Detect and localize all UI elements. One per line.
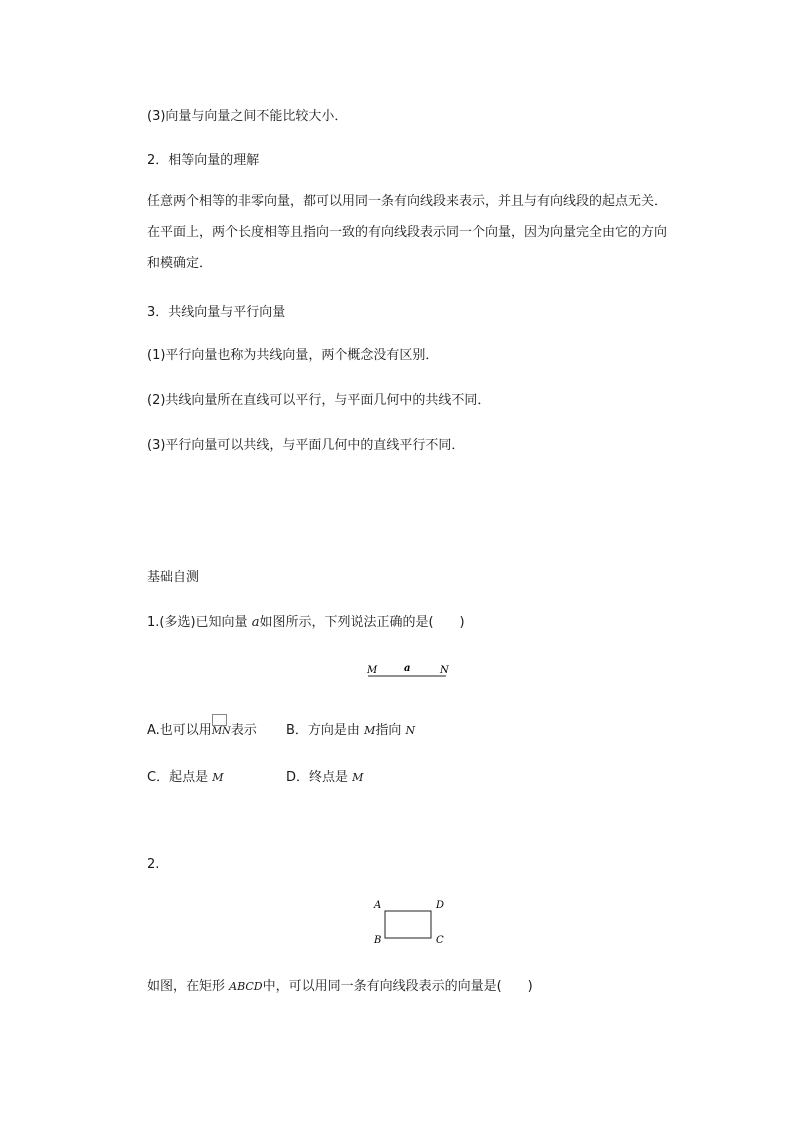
- choice-d: [286, 766, 363, 785]
- note-item-2: (2)共线向量所在直线可以平行，与平面几何中的共线不同．: [147, 393, 491, 408]
- choice-a-symbol: MN: [211, 726, 231, 737]
- question-1-var: a: [251, 615, 260, 630]
- choice-b-to: N: [405, 724, 416, 737]
- question-1-stem: [147, 611, 465, 630]
- note-item-3: (3)平行向量可以共线，与平面几何中的直线平行不同．: [147, 438, 465, 453]
- question-1-vector-figure: [362, 659, 452, 681]
- vector-mn-symbol: [212, 723, 231, 738]
- question-1-prefix: 1.(多选)已知向量: [147, 615, 252, 630]
- question-2-prefix: 如图，在矩形: [147, 979, 230, 994]
- choice-c-prefix: C．起点是: [147, 770, 213, 785]
- vector-label-n: N: [440, 665, 449, 676]
- choice-c: [147, 766, 223, 785]
- choice-b: [286, 719, 415, 738]
- choice-b-from: M: [364, 724, 376, 737]
- choice-a-suffix: 表示: [230, 723, 257, 738]
- self-test-title: 基础自测: [147, 570, 200, 585]
- choice-b-prefix: B．方向是由: [286, 723, 365, 738]
- choice-d-prefix: D．终点是: [286, 770, 353, 785]
- choice-a: [147, 719, 257, 738]
- rectangle-abcd-figure: [370, 897, 450, 947]
- rectangle-shape: [385, 911, 431, 938]
- question-2-stem: [147, 975, 533, 994]
- choice-c-value: M: [212, 771, 224, 784]
- note-item-1: (1)平行向量也称为共线向量，两个概念没有区别．: [147, 348, 439, 363]
- section-heading-collinear-vectors: 3．共线向量与平行向量: [147, 305, 286, 320]
- choice-a-prefix: A.也可以用: [147, 723, 212, 738]
- section-heading-equal-vectors: 2．相等向量的理解: [147, 153, 260, 168]
- paragraph-equal-vectors: 任意两个相等的非零向量，都可以用同一条有向线段来表示，并且与有向线段的起点无关．在平面上，两个长度相等且指向一致的有向线段表示同一个向量，因为向量完全由它的方向和模确定．: [147, 194, 668, 271]
- question-2-number: 2.: [147, 857, 160, 872]
- arrow-overline-icon: [212, 714, 227, 726]
- question-1-suffix: 如图所示，下列说法正确的是( ): [259, 615, 465, 630]
- rect-label-b: B: [374, 935, 382, 946]
- vector-label-m: M: [367, 665, 378, 676]
- choice-b-mid: 指向: [375, 723, 406, 738]
- rect-label-d: D: [436, 900, 445, 911]
- note-item-3-not-comparable: (3)向量与向量之间不能比较大小．: [147, 109, 348, 124]
- question-2-suffix: 中，可以用同一条有向线段表示的向量是( ): [262, 979, 533, 994]
- question-2-var: ABCD: [229, 980, 263, 993]
- rect-label-c: C: [436, 935, 444, 946]
- vector-label-a: a: [404, 663, 411, 674]
- rect-label-a: A: [374, 900, 382, 911]
- choice-d-value: M: [352, 771, 364, 784]
